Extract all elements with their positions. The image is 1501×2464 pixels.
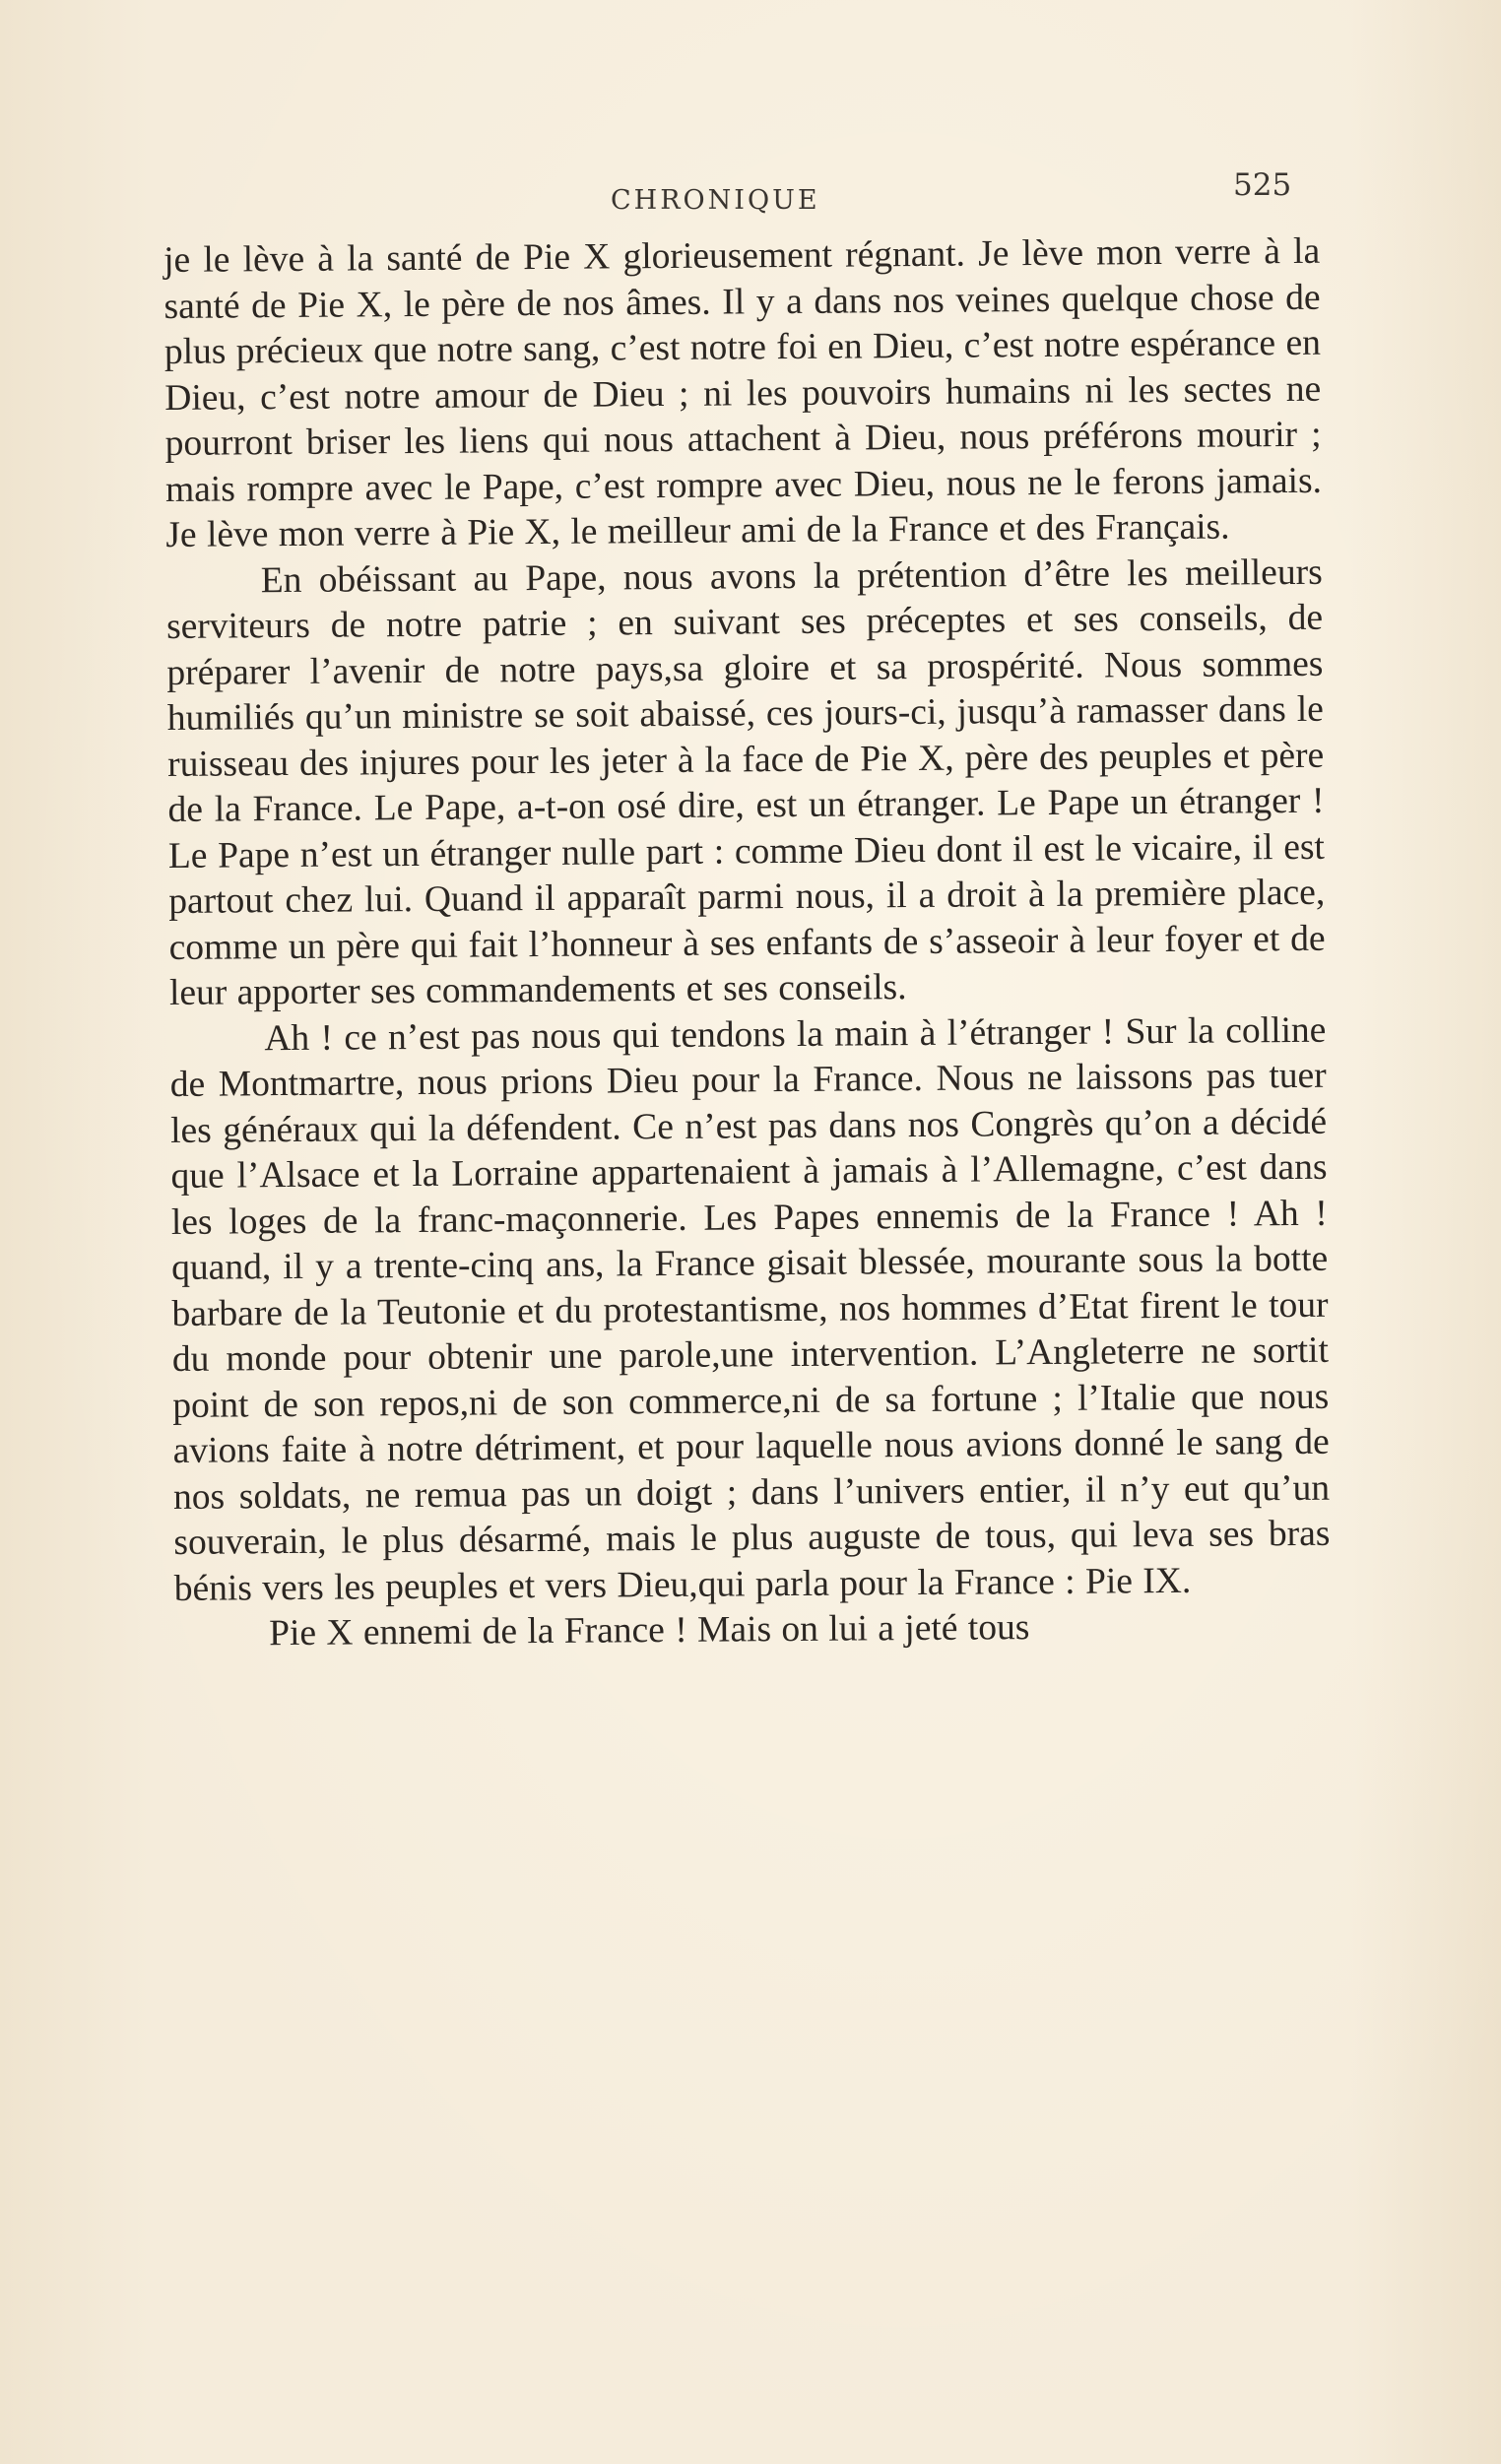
page-number: 525 bbox=[1233, 167, 1292, 203]
paragraph-3: Ah ! ce n’est pas nous qui tendons la main à l’étranger ! Sur la colline de Montmartre, nous prions Dieu pour la France. Nous ne laissons pas tuer les généraux qui la défendent. Ce n’est pas dans nos Congrès qu’on a décidé que l’Alsace et la Lorraine appartenaient à jamais à l’Allemagne, c’est dans les loges de la franc-maçonnerie. Les Papes ennemis de la France ! Ah ! quand, il y a trente-cinq ans, la France gisait blessée, mourante sous la botte barbare de la Teutonie et du protestantisme, nos hommes d’Etat firent le tour du monde pour obtenir une parole,une intervention. L’Angleterre ne sortit point de son repos,ni de son commerce,ni de sa fortune ; l’Italie que nous avions faite à notre détriment, et pour laquelle nous avions donné le sang de nos soldats, ne remua pas un doigt ; dans l’univers entier, il n’y eut qu’un souverain, le plus désarmé, mais le plus auguste de tous, qui leva ses bras bénis vers les peuples et vers Dieu,qui parla pour la France : Pie IX. bbox=[169, 1009, 1331, 1609]
body-text bbox=[163, 229, 1331, 1658]
paragraph-4: Pie X ennemi de la France ! Mais on lui a jeté tous bbox=[268, 1607, 1030, 1654]
paragraph-2: En obéissant au Pape, nous avons la prétention d’être les meilleurs serviteurs de notre patrie ; en suivant ses préceptes et ses conseils, de préparer l’avenir de notre pays,sa gloire et sa prospérité. Nous sommes humiliés qu’un ministre se soit abaissé, ces jours-ci, jusqu’à ramasser dans le ruisseau des injures pour les jeter à la face de Pie X, père des peuples et père de la France. Le Pape, a-t-on osé dire, est un étranger. Le Pape un étranger ! Le Pape n’est un étranger nulle part : comme Dieu dont il est le vicaire, il est partout chez lui. Quand il apparaît parmi nous, il a droit à la première place, comme un père qui fait l’honneur à ses enfants de s’asseoir à leur foyer et de leur apporter ses commandements et ses conseils. bbox=[165, 551, 1326, 1013]
running-head: CHRONIQUE bbox=[611, 185, 820, 216]
paragraph-1: je le lève à la santé de Pie X glorieusement régnant. Je lève mon verre à la santé de Pie X, le père de nos âmes. Il y a dans nos veines quelque chose de plus précieux que notre sang, c’est notre foi en Dieu, c’est notre espérance en Dieu, c’est notre amour de Dieu ; ni les pouvoirs humains ni les sectes ne pourront briser les liens qui nous attachent à Dieu, nous préférons mourir ; mais rompre avec le Pape, c’est rompre avec Dieu, nous ne le ferons jamais. Je lève mon verre à Pie X, le meilleur ami de la France et des Français. bbox=[163, 230, 1323, 555]
